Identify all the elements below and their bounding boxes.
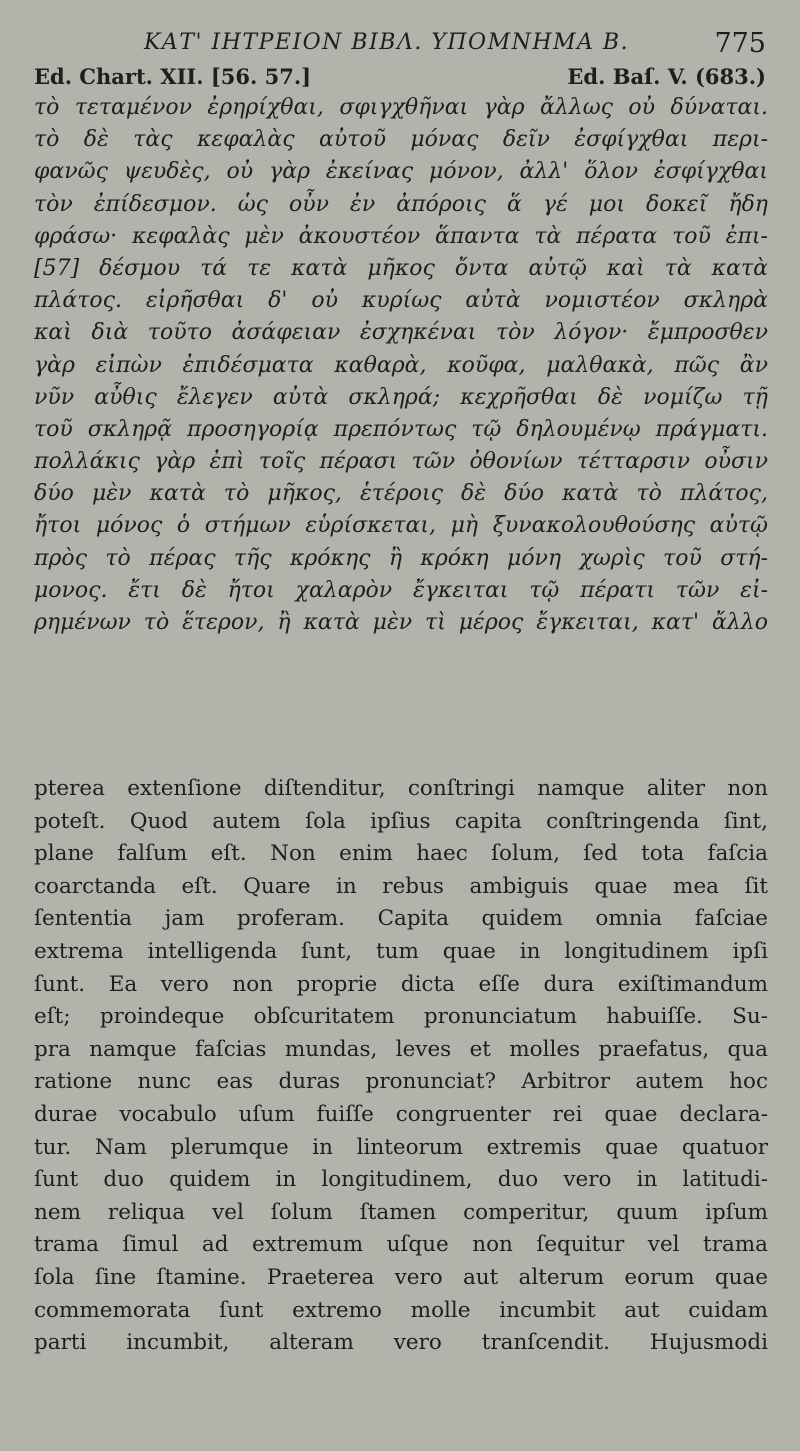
greek-text-line: πλάτος. εἰρῆσθαι δ' οὐ κυρίως αὐτὰ νομιστέον σκληρὰ [34,288,768,314]
latin-text-line: durae vocabulo uſum fuiſſe congruenter rei quae declara- [34,1101,768,1127]
greek-text-line: πολλάκις γὰρ ἐπὶ τοῖς πέρασι τῶν ὀθονίων τέτταρσιν οὖσιν [34,449,768,475]
greek-text-line: τὸ τεταμένον ἐρηρίχθαι, σφιγχθῆναι γὰρ ἄλλως οὐ δύναται. [34,95,768,120]
greek-text-line: πρὸς τὸ πέρας τῆς κρόκης ἢ κρόκη μόνη χωρὶς τοῦ στή- [34,545,768,571]
greek-text-line: ρημένων τὸ ἕτερον, ἢ κατὰ μὲν τὶ μέρος ἔγκειται, κατ' ἄλλο [34,610,768,635]
greek-text-line: ἤτοι μόνος ὁ στήμων εὑρίσκεται, μὴ ξυνακολουθούσης αὐτῷ [34,513,768,539]
latin-text-line: ſententia jam proferam. Capita quidem omnia faſciae [34,906,768,932]
greek-text-line: τοῦ σκληρᾷ προσηγορίᾳ πρεπόντως τῷ δηλουμένῳ πράγματι. [34,416,768,442]
greek-text-line: φανῶς ψευδὲς, οὐ γὰρ ἐκείνας μόνον, ἀλλ' ὅλον ἐσφίγχθαι [34,159,768,185]
latin-text-line: tur. Nam plerumque in linteorum extremis quae quatuor [34,1134,768,1160]
latin-text-line: extrema intelligenda ſunt, tum quae in longitudinem ipſi [34,938,768,964]
latin-text-line: parti incumbit, alteram vero tranſcendit. Hujusmodi [34,1330,768,1356]
latin-text-line: pra namque faſcias mundas, leves et molles praefatus, qua [34,1036,768,1062]
greek-text-line: δύο μὲν κατὰ τὸ μῆκος, ἑτέροις δὲ δύο κατὰ τὸ πλάτος, [34,481,768,507]
greek-text-line: τὸ δὲ τὰς κεφαλὰς αὐτοῦ μόνας δεῖν ἐσφίγχθαι περι- [34,127,768,153]
latin-text-line: ſunt duo quidem in longitudinem, duo vero in latitudi- [34,1167,768,1193]
page-number: 775 [714,28,766,59]
greek-text-line: [57] δέσμου τά τε κατὰ μῆκος ὄντα αὐτῷ καὶ τὰ κατὰ [34,255,768,281]
edition-reference-line [34,64,766,92]
latin-text-block [34,773,768,1360]
latin-text-line: commemorata ſunt extremo molle incumbit aut cuidam [34,1297,768,1323]
greek-text-line: τὸν ἐπίδεσμον. ὡς οὖν ἐν ἀπόροις ἅ γέ μοι δοκεῖ ἤδη [34,191,768,217]
edition-chart-reference: Ed. Chart. XII. [56. 57.] [34,64,312,89]
greek-text-line: μονος. ἔτι δὲ ἤτοι χαλαρὸν ἔγκειται τῷ πέρατι τῶν εἰ- [34,577,768,603]
greek-text-line: καὶ διὰ τοῦτο ἀσάφειαν ἐσχηκέναι τὸν λόγον· ἔμπροσθεν [34,320,768,346]
latin-text-line: plane falſum eſt. Non enim haec ſolum, ſed tota faſcia [34,841,768,867]
latin-text-line: eſt; proindeque obſcuritatem pronunciatum habuiſſe. Su- [34,1004,768,1030]
latin-text-line: nem reliqua vel ſolum ſtamen comperitur, quum ipſum [34,1199,768,1225]
latin-text-line: pterea extenſione diſtenditur, conſtringi namque aliter non [34,776,768,801]
greek-text-line: γὰρ εἰπὼν ἐπιδέσματα καθαρὰ, κοῦφα, μαλθακὰ, πῶς ἂν [34,352,768,378]
running-title: ΚΑΤ' ΙΗΤΡΕΙΟΝ ΒΙΒΛ. ΥΠΟΜΝΗΜΑ Β. [144,30,630,55]
latin-text-line: trama ſimul ad extremum uſque non ſequitur vel trama [34,1232,768,1258]
latin-text-line: ſola ſine ſtamine. Praeterea vero aut alterum eorum quae [34,1264,768,1290]
latin-text-line: ſunt. Ea vero non proprie dicta eſſe dura exiſtimandum [34,971,768,997]
greek-text-block [34,92,768,639]
greek-text-line: νῦν αὖθις ἔλεγεν αὐτὰ σκληρά; κεχρῆσθαι δὲ νομίζω τῇ [34,384,768,410]
latin-text-line: coarctanda eſt. Quare in rebus ambiguis quae mea ſit [34,873,768,899]
latin-text-line: poteſt. Quod autem ſola ipſius capita conſtringenda ſint, [34,808,768,834]
greek-text-line: φράσω· κεφαλὰς μὲν ἀκουστέον ἅπαντα τὰ πέρατα τοῦ ἐπι- [34,223,768,249]
edition-basel-reference: Ed. Baſ. V. (683.) [567,64,766,89]
running-head [34,26,766,66]
latin-text-line: ratione nunc eas duras pronunciat? Arbitror autem hoc [34,1069,768,1095]
